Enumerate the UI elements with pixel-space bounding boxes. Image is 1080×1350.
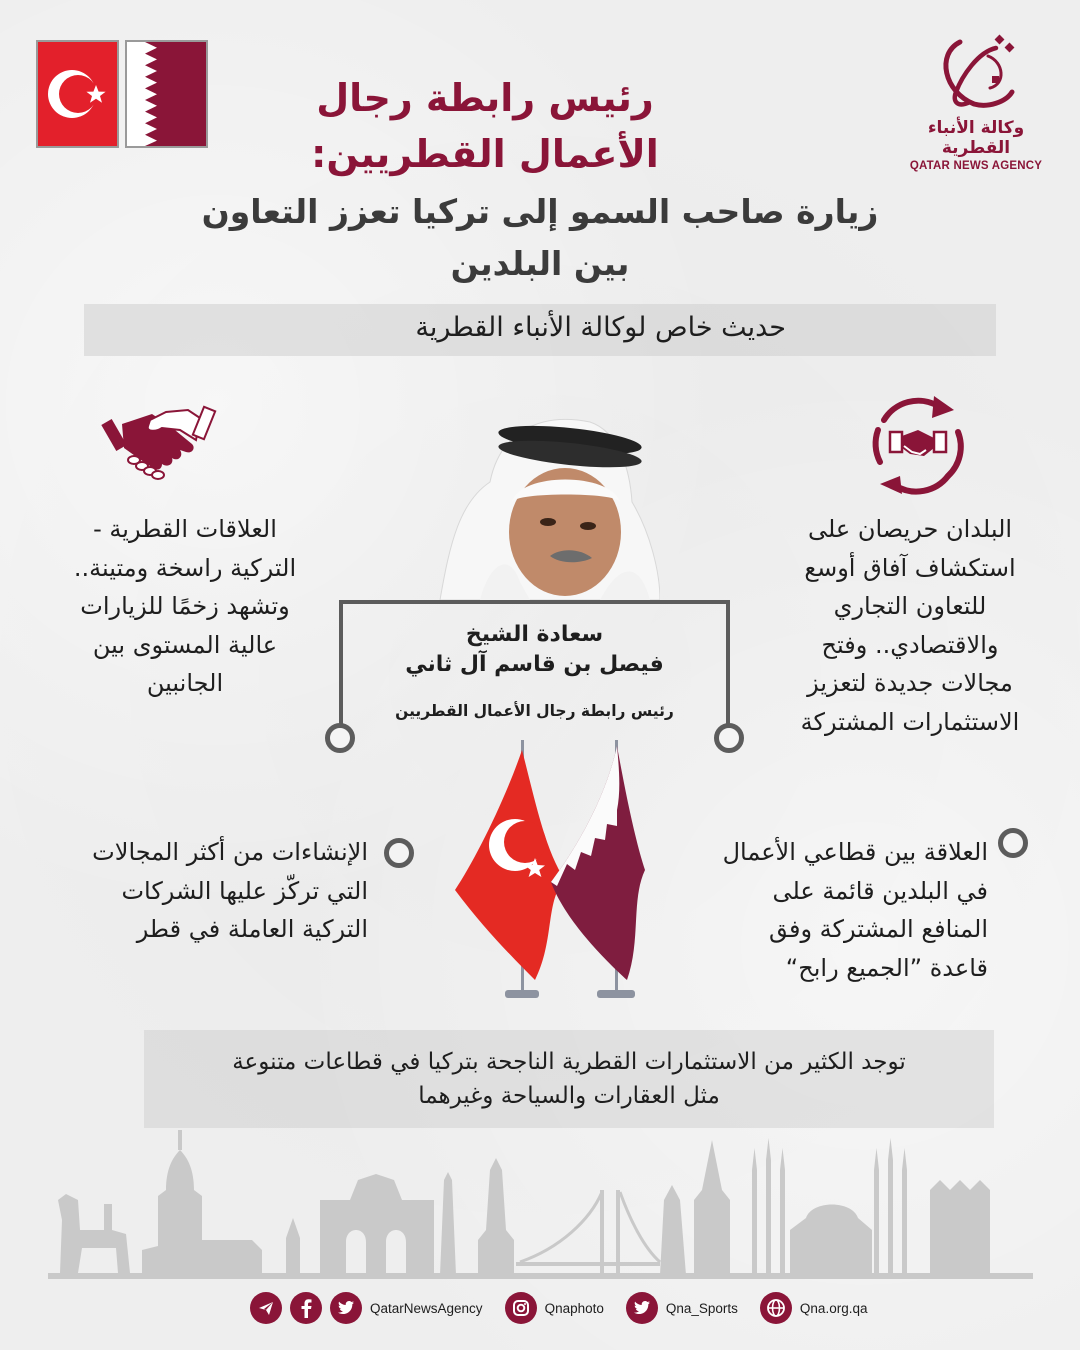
- profile-frame: [339, 600, 730, 730]
- text-line: الجانبين: [146, 669, 224, 697]
- ring-bullet-icon: [325, 723, 355, 753]
- twitter-icon[interactable]: [330, 1292, 362, 1324]
- ring-bullet-icon: [384, 838, 414, 868]
- text-line: عالية المستوى بين: [92, 630, 278, 659]
- telegram-icon[interactable]: [250, 1292, 282, 1324]
- text-line: استكشاف آفاق أوسع: [804, 553, 1016, 582]
- social-handle-label[interactable]: Qnaphoto: [544, 1300, 604, 1316]
- qatar-flag-icon: [125, 40, 208, 148]
- text-line: مجالات جديدة لتعزيز: [807, 669, 1013, 697]
- title-line: رئيس رابطة رجال: [316, 76, 654, 120]
- profile-name: فيصل بن قاسم آل ثاني: [405, 652, 664, 677]
- text-line: المنافع المشتركة وفق: [768, 915, 988, 943]
- text-line: التي تركّز عليها الشركات: [121, 876, 368, 905]
- twitter-icon[interactable]: [626, 1292, 658, 1324]
- exclusive-interview-banner: [84, 304, 996, 356]
- cooperation-text-block: [780, 510, 1040, 741]
- qna-logo: [906, 32, 1046, 172]
- text-line: مثل العقارات والسياحة وغيرهما: [418, 1083, 720, 1109]
- cooperation-cycle-icon: [862, 390, 982, 500]
- logo-english-text: QATAR NEWS AGENCY: [909, 160, 1043, 172]
- text-line: للتعاون التجاري: [833, 592, 987, 620]
- text-line: التركية العاملة في قطر: [136, 915, 368, 943]
- text-line: العلاقة بين قطاعي الأعمال: [722, 838, 988, 866]
- text-line: الاستثمارات المشتركة: [800, 707, 1020, 736]
- header-flags: [36, 40, 208, 148]
- investments-banner: [144, 1030, 994, 1128]
- profile-title: سعادة الشيخ: [465, 622, 604, 647]
- subtitle-line: بين البلدين: [450, 244, 630, 283]
- table-flags-image: [445, 740, 655, 1005]
- page-subtitle: [150, 186, 930, 290]
- ring-bullet-icon: [714, 723, 744, 753]
- text-line: العلاقات القطرية -: [93, 515, 277, 543]
- business-relations-text-block: [670, 833, 988, 987]
- facebook-icon[interactable]: [290, 1292, 322, 1324]
- globe-icon[interactable]: [760, 1292, 792, 1324]
- ring-bullet-icon: [998, 828, 1028, 858]
- text-line: الإنشاءات من أكثر المجالات: [92, 838, 368, 866]
- social-handle-label[interactable]: QatarNewsAgency: [370, 1300, 483, 1316]
- turkey-flag-icon: [36, 40, 119, 148]
- investments-text: [144, 1030, 994, 1113]
- instagram-icon[interactable]: [505, 1292, 537, 1324]
- text-line: وتشهد زخمًا للزيارات: [80, 592, 290, 620]
- website-label[interactable]: Qna.org.qa: [799, 1300, 868, 1316]
- text-line: توجد الكثير من الاستثمارات القطرية الناجحة بتركيا في قطاعات متنوعة: [232, 1049, 906, 1075]
- subtitle-line: زيارة صاحب السمو إلى تركيا تعزز التعاون: [201, 192, 879, 231]
- portrait-photo: [420, 392, 660, 600]
- logo-arabic-text: وكالة الأنباء القطرية: [927, 118, 1025, 158]
- banner-text: حديث خاص لوكالة الأنباء القطرية: [415, 312, 786, 343]
- text-line: التركية راسخة ومتينة..: [73, 553, 297, 582]
- qna-logo-icon: [926, 32, 1026, 112]
- skyline-illustration: [0, 1130, 1080, 1285]
- social-handle-label[interactable]: Qna_Sports: [665, 1300, 738, 1316]
- page-title: [250, 70, 720, 182]
- handshake-icon: [100, 400, 220, 510]
- profile-role: رئيس رابطة رجال الأعمال القطريين: [395, 702, 674, 720]
- text-line: في البلدين قائمة على: [772, 876, 988, 905]
- construction-text-block: [58, 833, 368, 949]
- text-line: البلدان حريصان على: [807, 515, 1013, 543]
- social-footer: [250, 1290, 881, 1326]
- relations-text-block: [55, 510, 315, 703]
- text-line: والاقتصادي.. وفتح: [821, 630, 999, 659]
- title-line: الأعمال القطريين:: [311, 132, 659, 176]
- text-line: قاعدة ”الجميع رابح“: [785, 953, 988, 982]
